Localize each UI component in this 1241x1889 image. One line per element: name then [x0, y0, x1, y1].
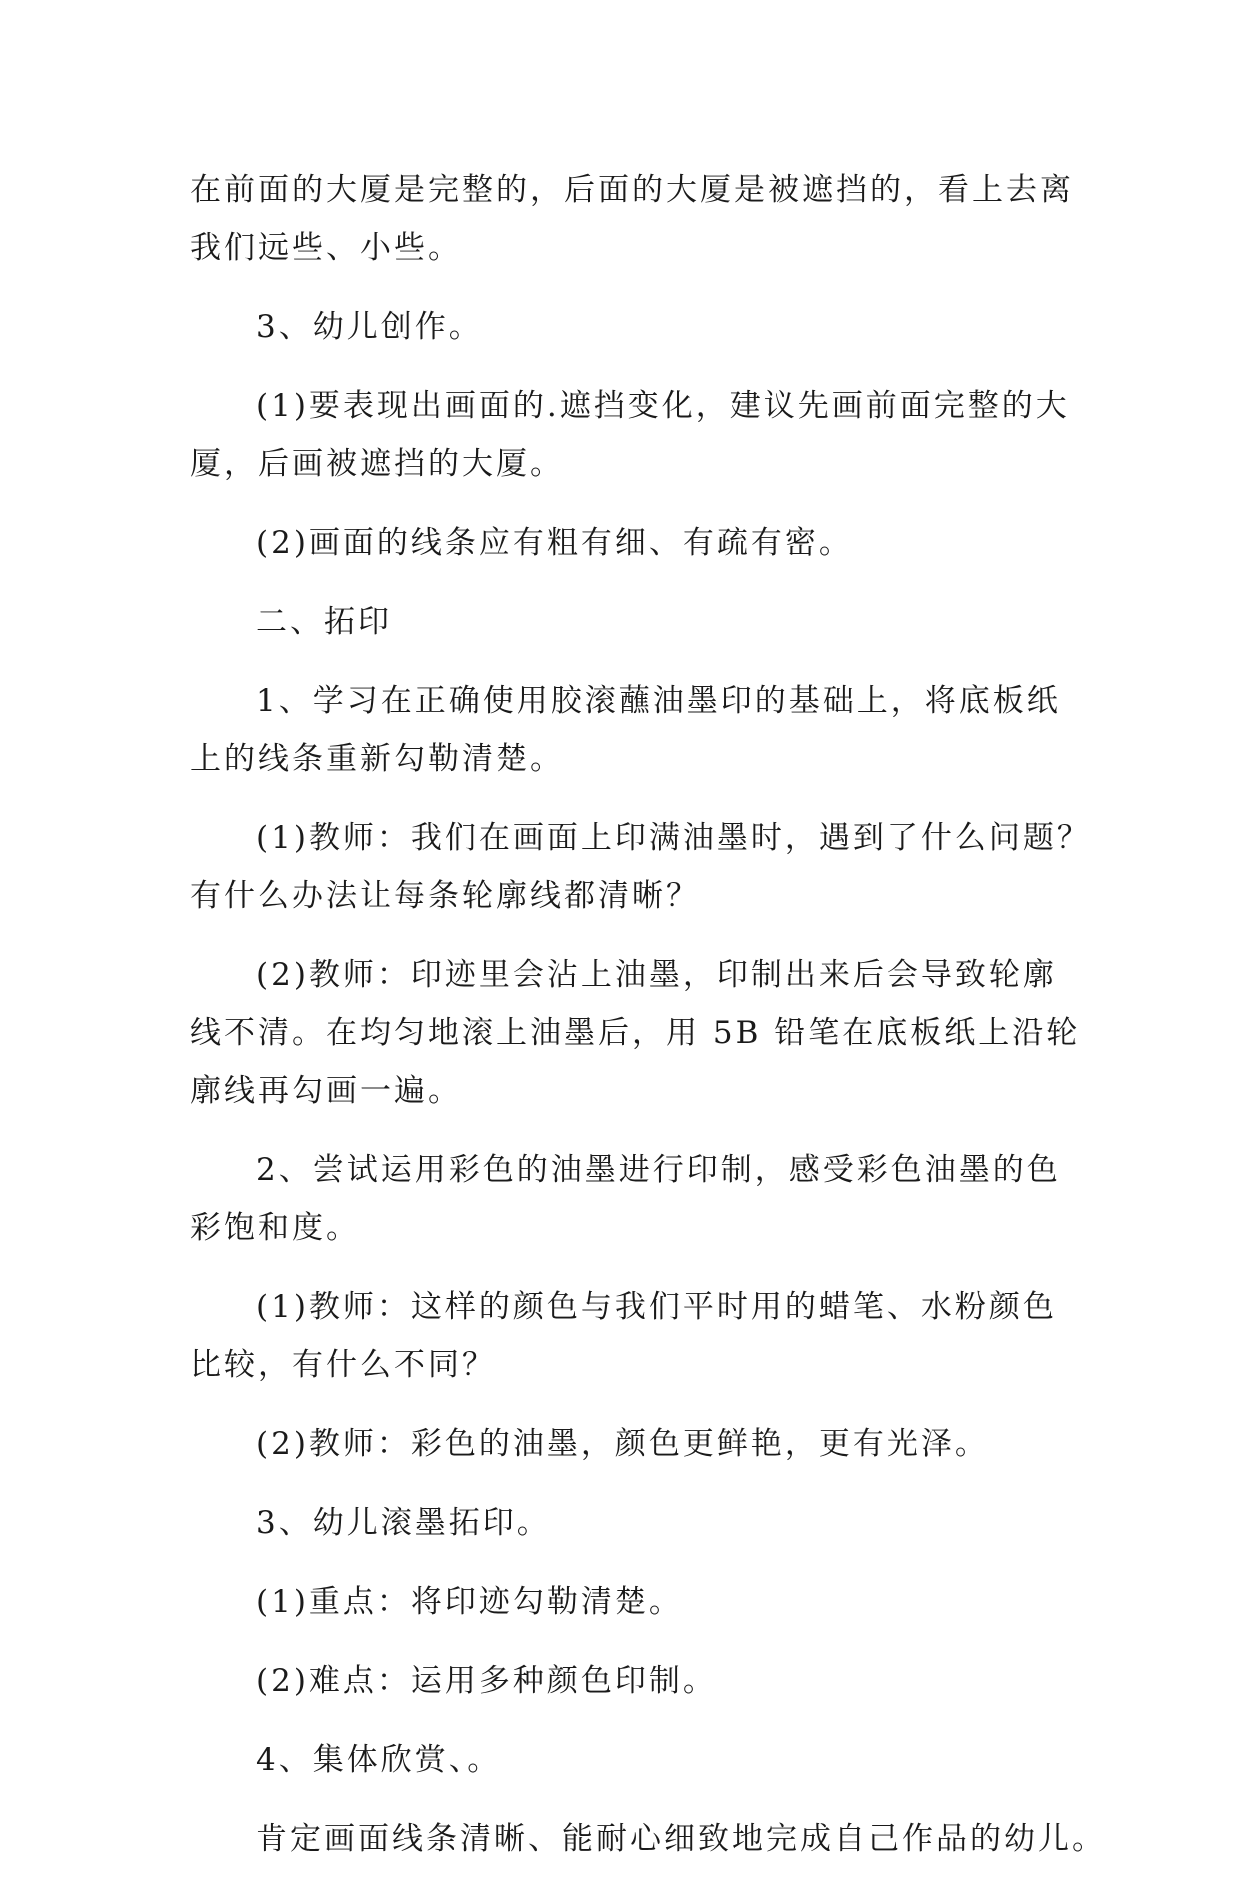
text-line: 比较，有什么不同？	[190, 1347, 496, 1383]
text-line: (1)教师：我们在画面上印满油墨时，遇到了什么问题？	[256, 820, 1091, 856]
text-line: 有什么办法让每条轮廓线都清晰？	[190, 878, 700, 914]
paragraph: 3、幼儿滚墨拓印。	[256, 1505, 551, 1541]
paragraph: (1)重点：将印迹勾勒清楚。	[256, 1584, 683, 1620]
text-line: 廓线再勾画一遍。	[190, 1073, 462, 1109]
text-line: 厦，后画被遮挡的大厦。	[190, 446, 564, 482]
paragraph	[190, 809, 1091, 925]
paragraph: (2)教师：彩色的油墨，颜色更鲜艳，更有光泽。	[256, 1426, 989, 1462]
section-heading: 二、拓印	[256, 604, 392, 640]
paragraph: 3、幼儿创作。	[256, 309, 483, 345]
paragraph	[190, 161, 1074, 277]
text-line: (1)教师：这样的颜色与我们平时用的蜡笔、水粉颜色	[256, 1289, 1057, 1325]
text-line: 我们远些、小些。	[190, 230, 462, 266]
paragraph	[190, 377, 1070, 493]
text-line: 上的线条重新勾勒清楚。	[190, 741, 564, 777]
text-line: 在前面的大厦是完整的，后面的大厦是被遮挡的，看上去离	[190, 172, 1074, 208]
text-line: 2、尝试运用彩色的油墨进行印制，感受彩色油墨的色	[256, 1152, 1061, 1188]
paragraph	[190, 1141, 1060, 1257]
text-line: 线不清。在均匀地滚上油墨后，用 5B 铅笔在底板纸上沿轮	[190, 1015, 1081, 1051]
text-line: 彩饱和度。	[190, 1210, 360, 1246]
paragraph	[190, 672, 1060, 788]
paragraph: 4、集体欣赏、。	[256, 1742, 502, 1778]
paragraph: (2)难点：运用多种颜色印制。	[256, 1663, 717, 1699]
paragraph: (2)画面的线条应有粗有细、有疏有密。	[256, 525, 853, 561]
paragraph	[190, 1278, 1060, 1394]
text-line: (1)要表现出画面的.遮挡变化，建议先画前面完整的大	[256, 388, 1070, 424]
paragraph: 肯定画面线条清晰、能耐心细致地完成自己作品的幼儿。	[256, 1821, 1106, 1857]
text-line: (2)教师：印迹里会沾上油墨，印制出来后会导致轮廓	[256, 957, 1057, 993]
document-body	[190, 161, 1106, 1889]
text-line: 1、学习在正确使用胶滚蘸油墨印的基础上，将底板纸	[256, 683, 1061, 719]
paragraph	[190, 946, 1081, 1120]
